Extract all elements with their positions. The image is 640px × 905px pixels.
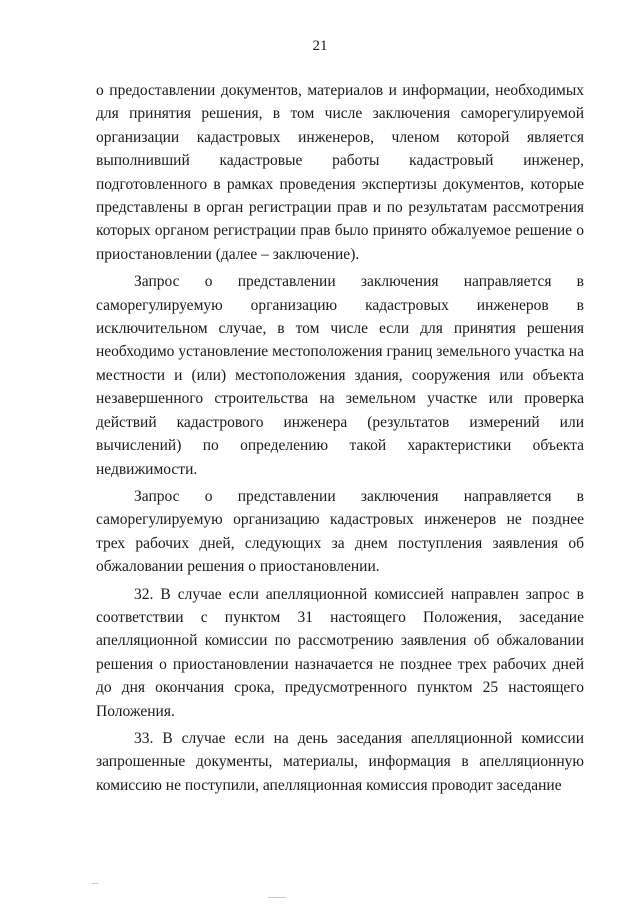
- paragraph-request-exceptional-case: Запрос о представлении заключения направляется в саморегулируемую организацию кадастровых инженеров в исключительном случае, в том числе если для принятия решения необходимо установление местоположения границ земельного участка на местности и (или) местоположения здания, сооружения или объекта незавершенного строительства на земельном участке или проверка действий кадастрового инженера (результатов измерений или вычислений) по определению такой характеристики объекта недвижимости.: [96, 273, 584, 478]
- scan-artifact: [92, 883, 98, 884]
- paragraph-clause-32: 32. В случае если апелляционной комиссией направлен запрос в соответствии с пунктом 31 настоящего Положения, заседание апелляционной комиссии по рассмотрению заявления об обжаловании решения о приостановлении назначается не позднее трех рабочих дней до дня окончания срока, предусмотренного пунктом 25 настоящего Положения.: [96, 585, 584, 720]
- scan-artifact: [268, 897, 286, 898]
- page-number: 21: [312, 38, 328, 54]
- document-body: [96, 79, 584, 801]
- paragraph-request-deadline: Запрос о представлении заключения направляется в саморегулируемую организацию кадастровых инженеров не позднее трех рабочих дней, следующих за днем поступления заявления об обжаловании решения о приостановлении.: [96, 487, 584, 576]
- paragraph-clause-33: 33. В случае если на день заседания апелляционной комиссии запрошенные документы, материалы, информация в апелляционную комиссию не поступили, апелляционная комиссия проводит заседание: [96, 729, 584, 794]
- paragraph-continuation: о предоставлении документов, материалов и информации, необходимых для принятия решения, в том числе заключения саморегулируемой организации кадастровых инженеров, членом которой является выполнивший кадастровые работы кадастровый инженер, подготовленного в рамках проведения экспертизы документов, которые представлены в орган регистрации прав и по результатам рассмотрения которых органом регистрации прав было принято обжалуемое решение о приостановлении (далее – заключение).: [96, 82, 584, 263]
